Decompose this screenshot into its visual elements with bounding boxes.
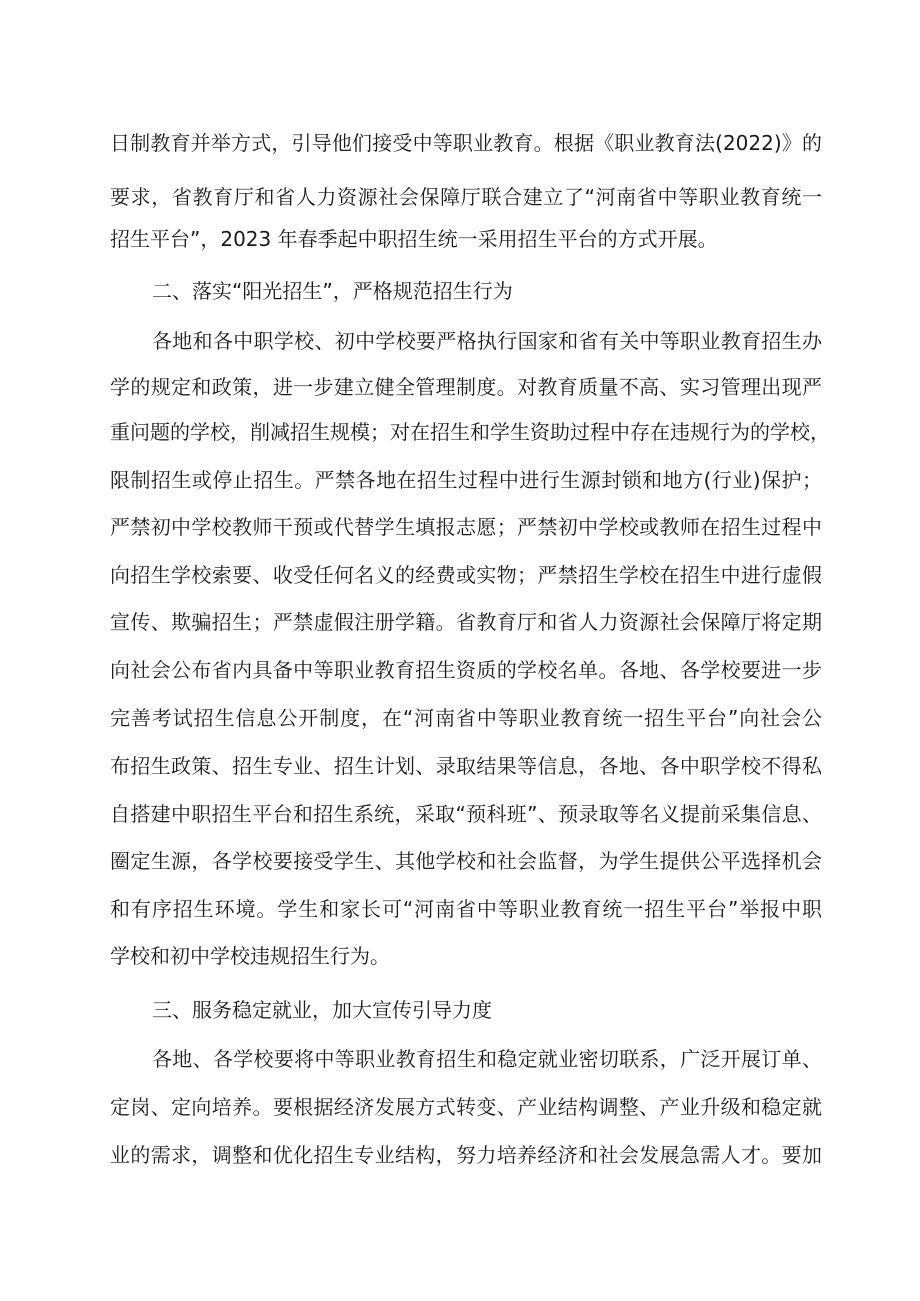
- text-line: 向社会公布省内具备中等职业教育招生资质的学校名单。各地、各学校要进一步: [110, 658, 822, 682]
- text-line: 定岗、定向培养。要根据经济发展方式转变、产业结构调整、产业升级和稳定就: [110, 1095, 822, 1119]
- text-line: 学校和初中学校违规招生行为。: [110, 944, 390, 968]
- text-line: 完善考试招生信息公开制度，在“河南省中等职业教育统一招生平台”向社会公: [110, 706, 822, 730]
- text-line: 向招生学校索要、收受任何名义的经费或实物；严禁招生学校在招生中进行虚假: [110, 563, 822, 587]
- text-line: 重问题的学校，削减招生规模；对在招生和学生资助过程中存在违规行为的学校，: [110, 420, 830, 444]
- section-heading: 二、落实“阳光招生”，严格规范招生行为: [152, 279, 513, 303]
- text-line: 招生平台”，2023 年春季起中职招生统一采用招生平台的方式开展。: [110, 227, 718, 251]
- text-line: 业的需求，调整和优化招生专业结构，努力培养经济和社会发展急需人才。要加: [110, 1143, 822, 1167]
- text-line: 圈定生源，各学校要接受学生、其他学校和社会监督，为学生提供公平选择机会: [110, 849, 822, 873]
- text-line: 学的规定和政策，进一步建立健全管理制度。对教育质量不高、实习管理出现严: [110, 375, 822, 399]
- text-line: 布招生政策、招生专业、招生计划、录取结果等信息，各地、各中职学校不得私: [110, 754, 822, 778]
- text-line: 限制招生或停止招生。严禁各地在招生过程中进行生源封锁和地方(行业)保护；: [110, 468, 822, 492]
- text-line: 各地、各学校要将中等职业教育招生和稳定就业密切联系，广泛开展订单、: [152, 1047, 822, 1071]
- text-line: 自搭建中职招生平台和招生系统，采取“预科班”、预录取等名义提前采集信息、: [110, 802, 822, 826]
- text-line: 和有序招生环境。学生和家长可“河南省中等职业教育统一招生平台”举报中职: [110, 897, 822, 921]
- text-line: 日制教育并举方式，引导他们接受中等职业教育。根据《职业教育法(2022)》的: [110, 131, 822, 155]
- text-line: 要求，省教育厅和省人力资源社会保障厅联合建立了“河南省中等职业教育统一: [110, 185, 822, 209]
- section-heading: 三、服务稳定就业，加大宣传引导力度: [152, 998, 492, 1022]
- text-line: 各地和各中职学校、初中学校要严格执行国家和省有关中等职业教育招生办: [152, 329, 822, 353]
- text-line: 宣传、欺骗招生；严禁虚假注册学籍。省教育厅和省人力资源社会保障厅将定期: [110, 610, 822, 634]
- text-line: 严禁初中学校教师干预或代替学生填报志愿；严禁初中学校或教师在招生过程中: [110, 515, 822, 539]
